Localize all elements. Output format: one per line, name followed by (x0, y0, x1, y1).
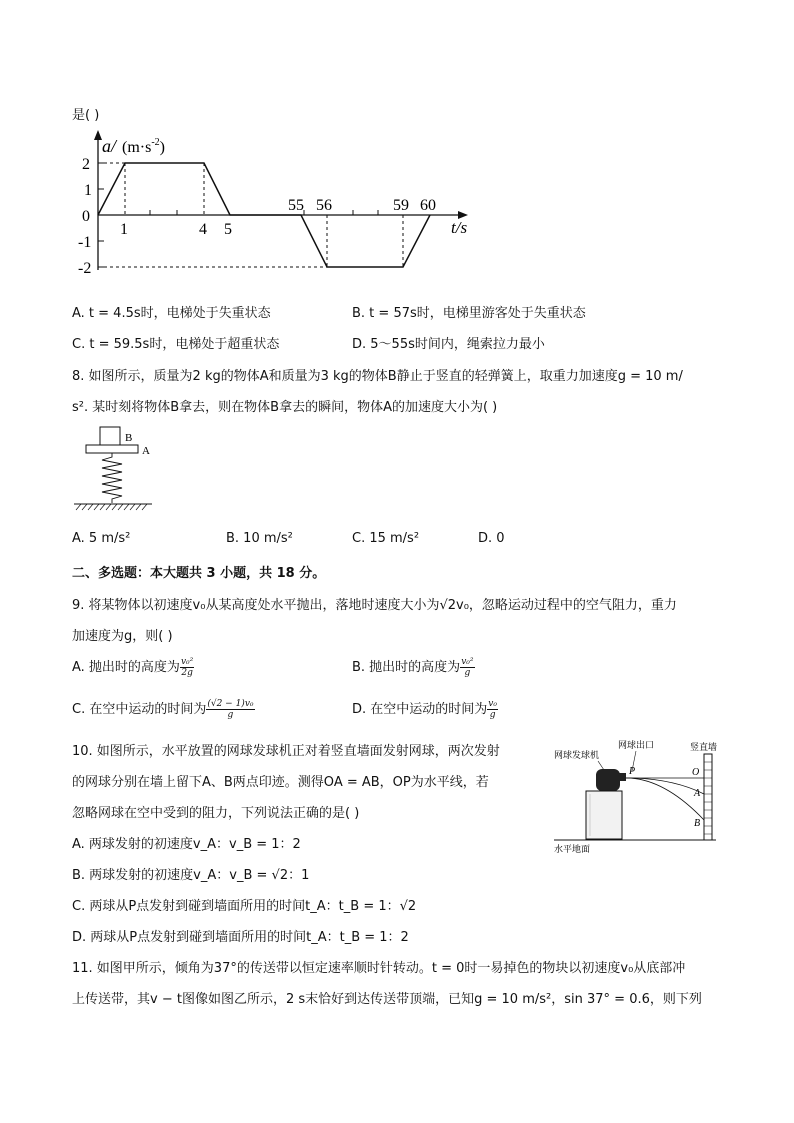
q8-stem-line1: 8. 如图所示，质量为2 kg的物体A和质量为3 kg的物体B静止于竖直的轻弹簧上，取重力加速度g = 10 m/ (72, 369, 683, 384)
label-outlet: 网球出口 (618, 740, 655, 750)
q8-option-b[interactable]: B. 10 m/s² (226, 531, 293, 546)
q7-option-d[interactable]: D. 5～55s时间内，绳索拉力最小 (352, 337, 545, 352)
point-b: B (694, 818, 701, 829)
label-ground: 水平地面 (554, 844, 591, 854)
block-b (100, 427, 120, 445)
section-heading: 二、多选题：本大题共 3 小题，共 18 分。 (72, 566, 326, 581)
q8-option-c[interactable]: C. 15 m/s² (352, 531, 420, 546)
q10-option-d[interactable]: D. 两球从P点发射到碰到墙面所用的时间t_A：t_B = 1：2 (72, 930, 409, 945)
q9-stem-line2: 加速度为g，则( ) (72, 629, 173, 644)
label-machine: 网球发球机 (554, 750, 600, 760)
a-axis-arrow (94, 130, 102, 140)
spring-blocks-figure (72, 424, 162, 516)
q9-option-c[interactable]: C. 在空中运动的时间为 $\frac{\text{(√2 − 1)v₀}}{g}$ (72, 699, 254, 720)
x-tick-label: 5 (224, 221, 232, 238)
point-p: P (629, 766, 636, 777)
stand (586, 791, 622, 839)
q10-option-b[interactable]: B. 两球发射的初速度v_A：v_B = √2：1 (72, 868, 310, 883)
trajectory-b (626, 778, 704, 820)
q7-option-b[interactable]: B. t = 57s时，电梯里游客处于失重状态 (352, 306, 586, 321)
q10-stem-line3: 忽略网球在空中受到的阻力，下列说法正确的是( ) (72, 806, 360, 821)
q7-option-c[interactable]: C. t = 59.5s时，电梯处于超重状态 (72, 337, 280, 352)
trajectory-a (626, 778, 704, 794)
q8-option-a[interactable]: A. 5 m/s² (72, 531, 131, 546)
x-tick-label: 55 (288, 197, 304, 214)
block-b-label: B (125, 432, 133, 444)
x-tick-label: 56 (316, 197, 332, 214)
q10-option-c[interactable]: C. 两球从P点发射到碰到墙面所用的时间t_A：t_B = 1：√2 (72, 899, 417, 914)
q8-option-d[interactable]: D. 0 (478, 531, 505, 546)
x-tick-label: 60 (420, 197, 436, 214)
y-tick-label: -1 (78, 234, 92, 251)
y-tick-label: 2 (82, 156, 90, 173)
x-tick-label: 1 (120, 221, 128, 238)
point-a: A (694, 788, 701, 799)
x-tick-label: 59 (393, 197, 409, 214)
acceleration-time-graph (80, 130, 480, 280)
q11-stem-line1: 11. 如图甲所示，倾角为37°的传送带以恒定速率顺时针转动。t = 0时一易掉色的物块以初速度v₀从底部冲 (72, 961, 686, 976)
y-axis-label-a: a/ (102, 136, 117, 156)
q9-option-d[interactable]: D. 在空中运动的时间为 $\frac{\text{v₀}}{g}$ (352, 699, 497, 720)
fraction: $\frac{\text{v₀²}}{g}$ (461, 657, 474, 678)
q9-stem-line1: 9. 将某物体以初速度v₀从某高度处水平抛出，落地时速度大小为√2v₀，忽略运动过程中的空气阻力，重力 (72, 598, 677, 613)
q10-option-a[interactable]: A. 两球发射的初速度v_A：v_B = 1：2 (72, 837, 301, 852)
question-tail: 是( ) (72, 108, 100, 123)
tennis-launcher-figure (552, 738, 728, 856)
q9-option-b[interactable]: B. 抛出时的高度为 $\frac{\text{v₀²}}{g}$ (352, 657, 474, 678)
spring (102, 453, 122, 503)
wall (704, 754, 712, 840)
q10-stem-line1: 10. 如图所示，水平放置的网球发球机正对着竖直墙面发射网球，两次发射 (72, 744, 500, 759)
block-a-label: A (142, 445, 150, 457)
floor-hatching (76, 504, 147, 510)
block-a (86, 445, 138, 453)
y-axis-label-unit: $(m\cdot s^{-2})$ (122, 137, 165, 156)
q7-option-a[interactable]: A. t = 4.5s时，电梯处于失重状态 (72, 306, 271, 321)
q8-stem-line2: s². 某时刻将物体B拿去，则在物体B拿去的瞬间，物体A的加速度大小为( ) (72, 400, 498, 415)
x-axis-label: t/s (451, 218, 468, 237)
fraction: $\frac{\text{(√2 − 1)v₀}}{g}$ (207, 699, 254, 720)
y-tick-label: -2 (78, 260, 92, 277)
point-o: O (692, 767, 700, 778)
fraction: $\frac{\text{v₀²}}{2g}$ (180, 657, 194, 678)
y-tick-label: 0 (82, 208, 90, 225)
q10-stem-line2: 的网球分别在墙上留下A、B两点印迹。测得OA = AB，OP为水平线，若 (72, 775, 489, 790)
label-wall: 竖直墙 (690, 742, 718, 752)
q9-option-a[interactable]: A. 抛出时的高度为 $\frac{\text{v₀²}}{2g}$ (72, 657, 194, 678)
fraction: $\frac{\text{v₀}}{g}$ (488, 699, 497, 720)
q11-stem-line2: 上传送带，其v − t图像如图乙所示，2 s末恰好到达传送带顶端，已知g = 10 m/s²，sin 37° = 0.6，则下列 (72, 992, 702, 1007)
y-tick-label: 1 (84, 182, 92, 199)
x-tick-label: 4 (199, 221, 207, 238)
